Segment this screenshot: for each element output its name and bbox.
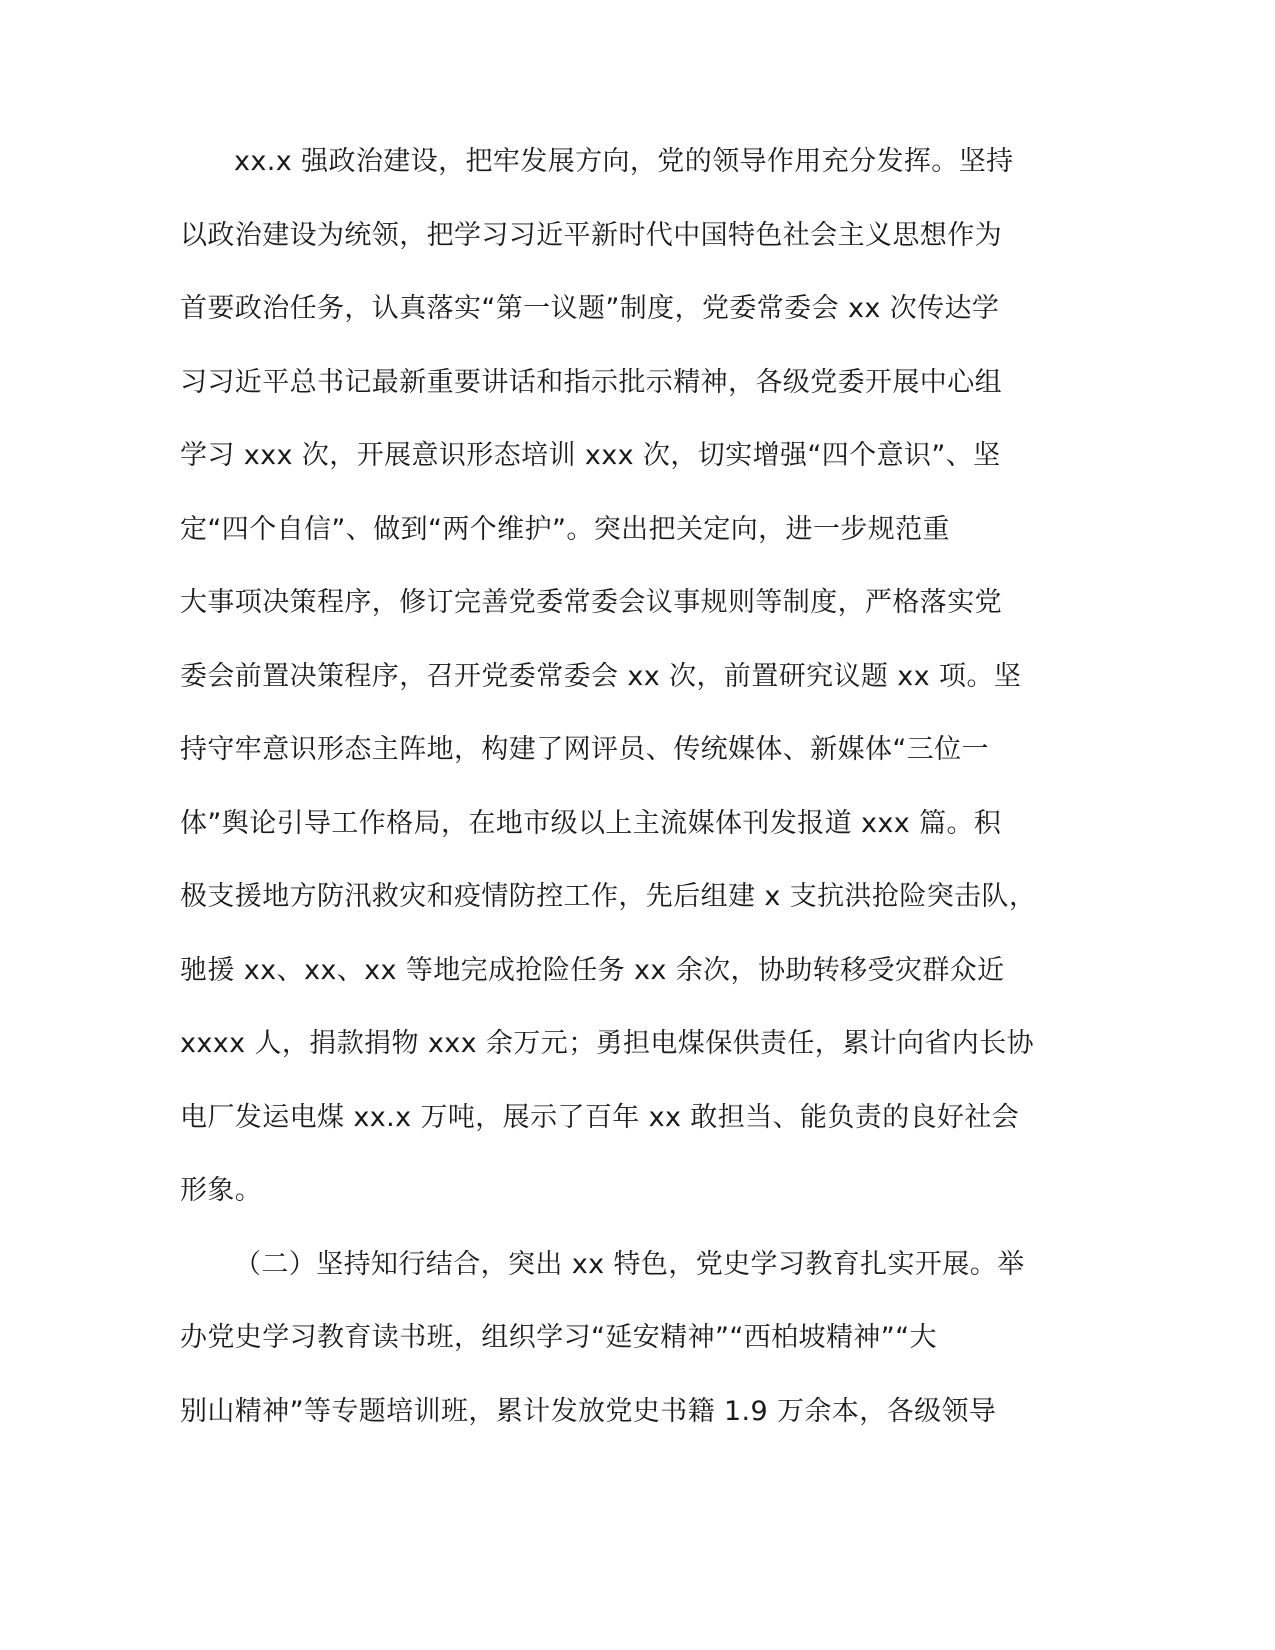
paragraph-1-line-5: 学习 xxx 次，开展意识形态培训 xxx 次，切实增强“四个意识”、坚 [180, 440, 1001, 471]
paragraph-1-line-14: 电厂发运电煤 xx.x 万吨，展示了百年 xx 敢担当、能负责的良好社会 [180, 1101, 1020, 1133]
paragraph-1-line-2: 以政治建设为统领，把学习习近平新时代中国特色社会主义思想作为 [180, 219, 1002, 251]
paragraph-1-line-12: 驰援 xx、xx、xx 等地完成抢险任务 xx 余次，协助转移受灾群众近 [180, 954, 1005, 986]
paragraph-2-line-1: （二）坚持知行结合，突出 xx 特色，党史学习教育扎实开展。举 [234, 1248, 1025, 1280]
paragraph-1-line-11: 极支援地方防汛救灾和疫情防控工作，先后组建 x 支抗洪抢险突击队， [180, 881, 1037, 912]
paragraph-1-line-3: 首要政治任务，认真落实“第一议题”制度，党委常委会 xx 次传达学 [180, 293, 1000, 324]
paragraph-1-line-4: 习习近平总书记最新重要讲话和指示批示精神，各级党委开展中心组 [180, 366, 1002, 398]
paragraph-1-line-8: 委会前置决策程序，召开党委常委会 xx 次，前置研究议题 xx 项。坚 [180, 660, 1022, 692]
paragraph-1-line-15: 形象。 [180, 1175, 263, 1206]
paragraph-1-line-1: xx.x 强政治建设，把牢发展方向，党的领导作用充分发挥。坚持 [234, 146, 1014, 177]
paragraph-1-line-7: 大事项决策程序，修订完善党委常委会议事规则等制度，严格落实党 [180, 587, 1002, 618]
paragraph-2-line-2: 办党史学习教育读书班，组织学习“延安精神”“西柏坡精神”“大 [180, 1322, 937, 1353]
paragraph-2-line-3: 别山精神”等专题培训班，累计发放党史书籍 1.9 万余本，各级领导 [180, 1395, 997, 1427]
document-body [180, 136, 1040, 1459]
paragraph-1-line-9: 持守牢意识形态主阵地，构建了网评员、传统媒体、新媒体“三位一 [180, 734, 989, 765]
paragraph-1-line-10: 体”舆论引导工作格局，在地市级以上主流媒体刊发报道 xxx 篇。积 [180, 807, 1002, 839]
paragraph-1-line-13: xxxx 人，捐款捐物 xxx 余万元；勇担电煤保供责任，累计向省内长协 [180, 1028, 1034, 1059]
paragraph-1-line-6: 定“四个自信”、做到“两个维护”。突出把关定向，进一步规范重 [180, 513, 950, 545]
